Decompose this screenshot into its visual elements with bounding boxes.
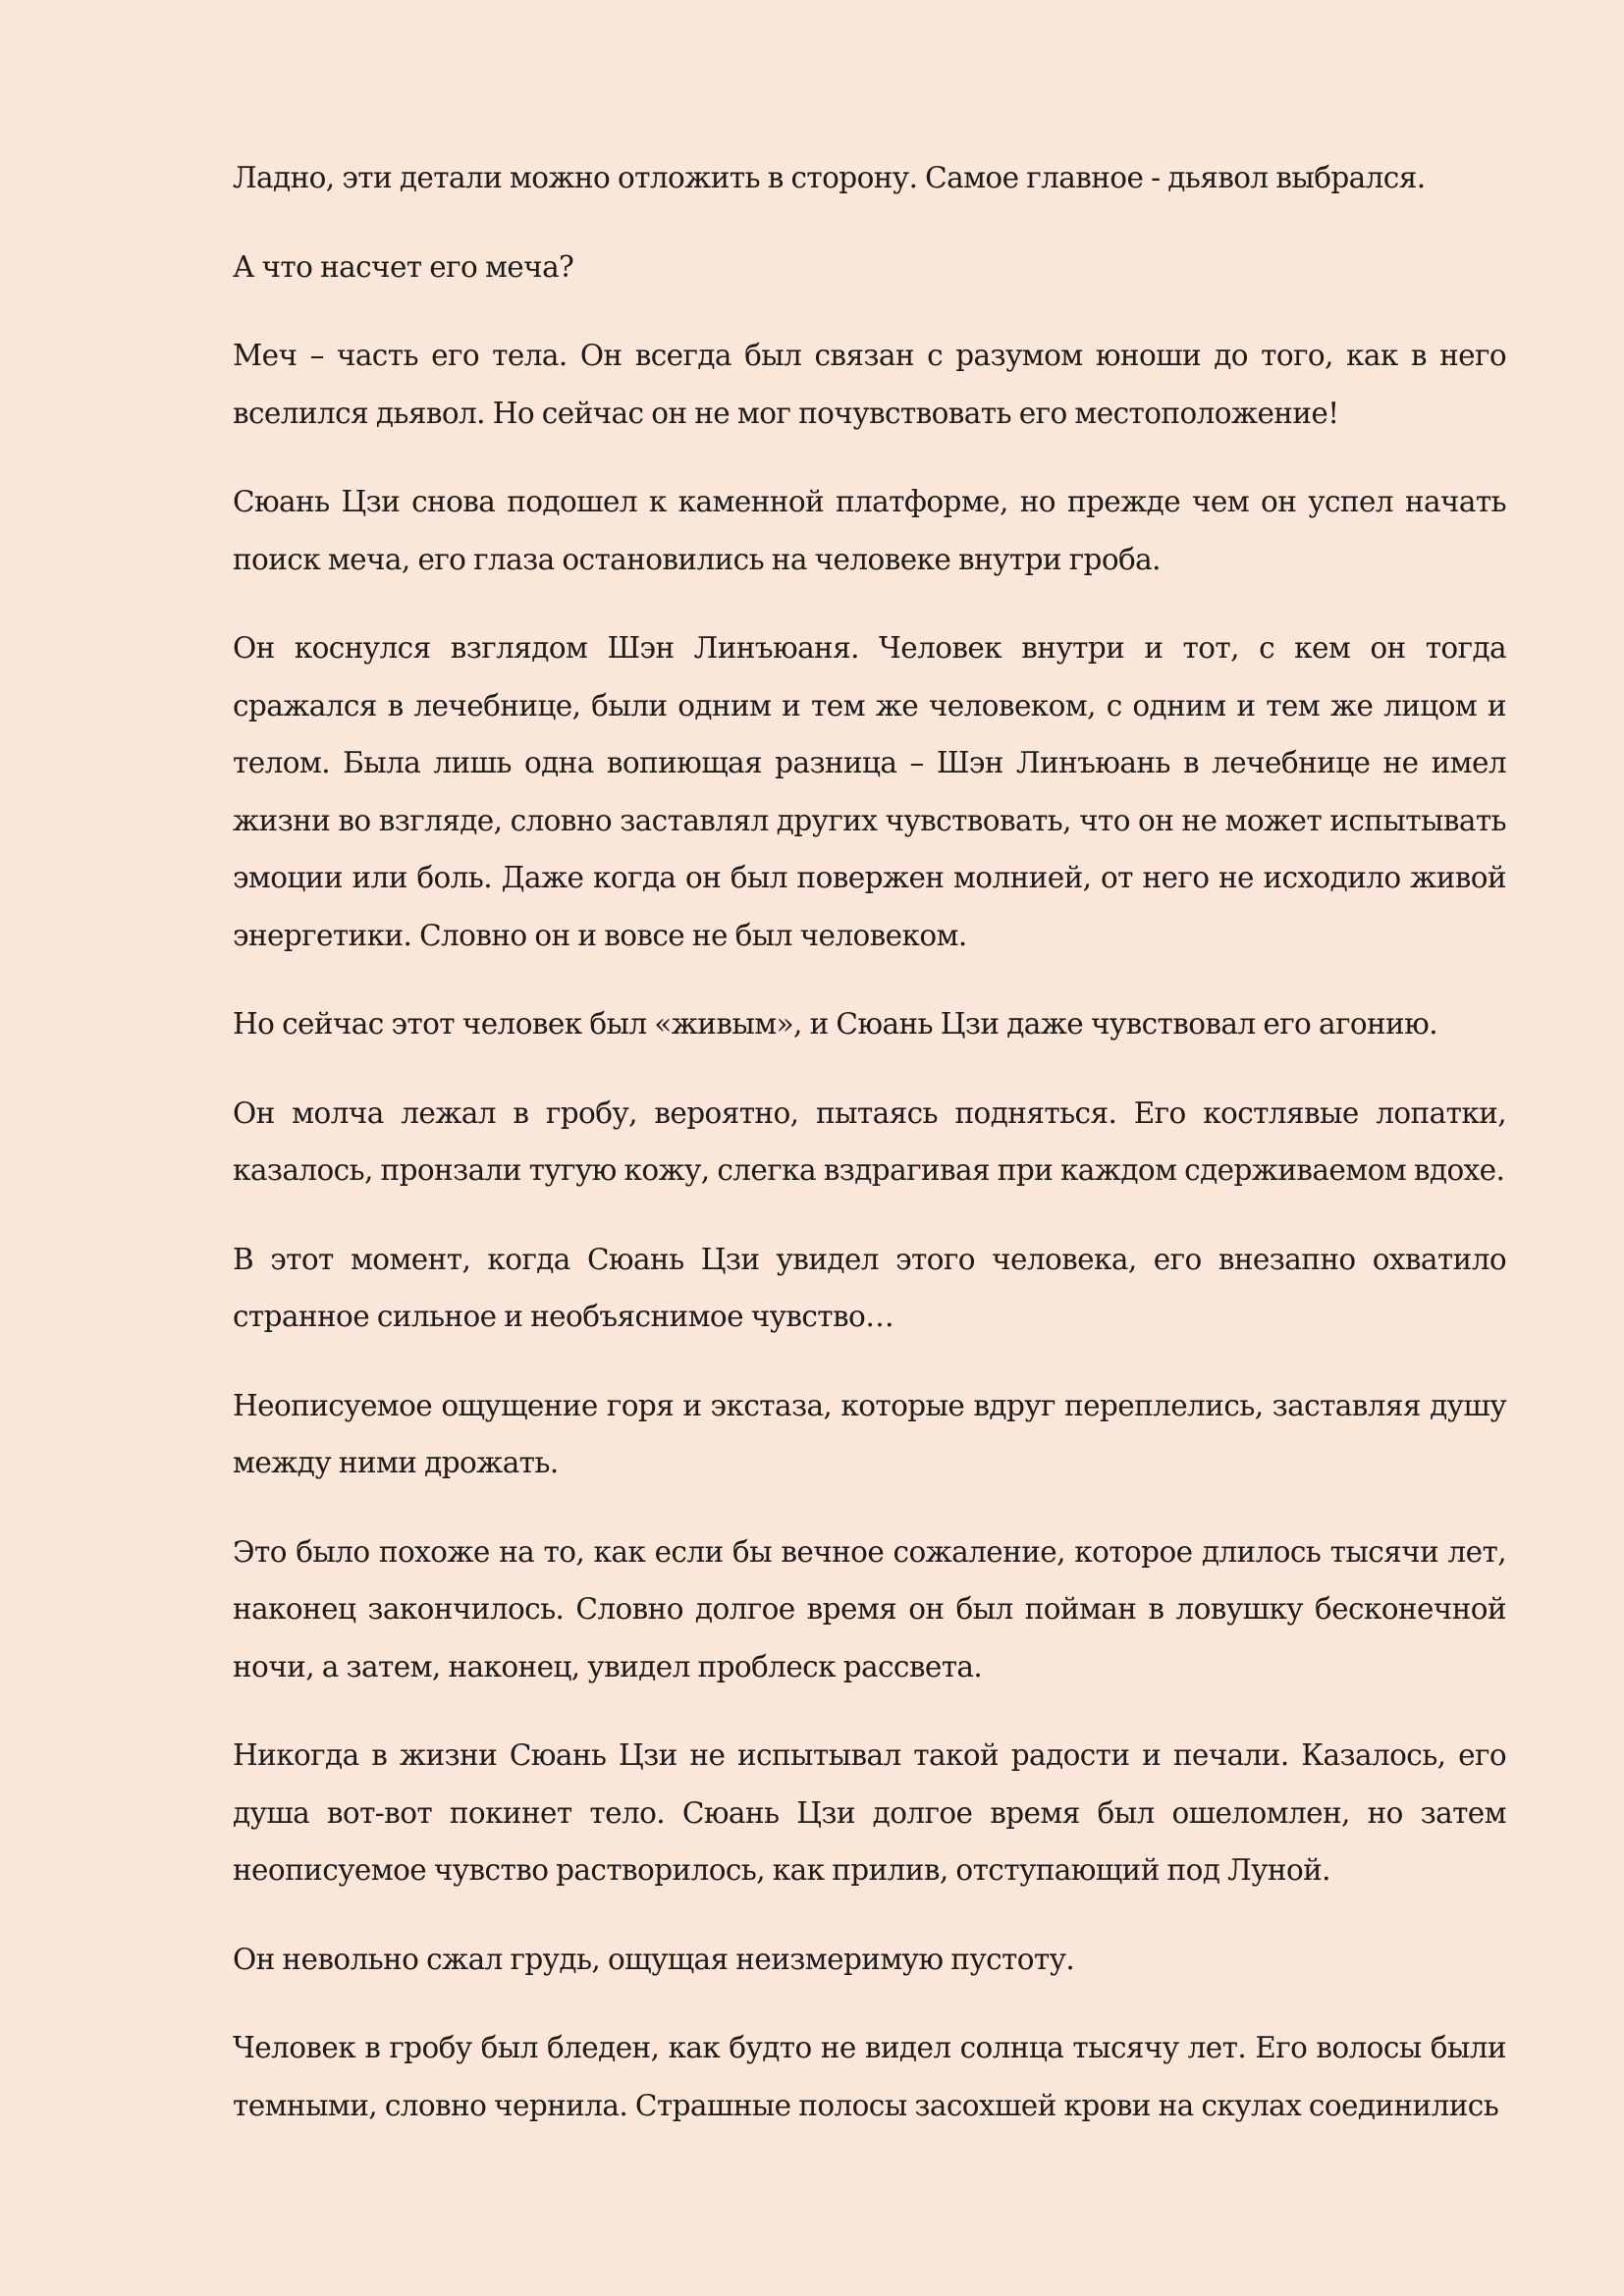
text-body — [233, 149, 1506, 2134]
paragraph: Меч – часть его тела. Он всегда был связан с разумом юноши до того, как в него вселился дьявол. Но сейчас он не мог почувствовать его местоположение! — [233, 339, 1506, 430]
paragraph: Но сейчас этот человек был «живым», и Сюань Цзи даже чувствовал его агонию. — [233, 1007, 1437, 1041]
paragraph: В этот момент, когда Сюань Цзи увидел этого человека, его внезапно охватило странное сильное и необъяснимое чувство… — [233, 1242, 1506, 1333]
paragraph: Он молча лежал в гробу, вероятно, пытаясь подняться. Его костлявые лопатки, казалось, пронзали тугую кожу, слегка вздрагивая при каждом сдерживаемом вдохе. — [233, 1095, 1506, 1187]
paragraph: Это было похоже на то, как если бы вечное сожаление, которое длилось тысячи лет, наконец закончилось. Словно долгое время он был пойман в ловушку бесконечной ночи, а затем, наконец, увидел проблеск рассвета. — [233, 1534, 1506, 1683]
paragraph: Никогда в жизни Сюань Цзи не испытывал такой радости и печали. Казалось, его душа вот-вот покинет тело. Сюань Цзи долгое время был ошеломлен, но затем неописуемое чувство растворилось, как прилив, отступающий под Луной. — [233, 1738, 1506, 1887]
paragraph: Он невольно сжал грудь, ощущая неизмеримую пустоту. — [233, 1942, 1075, 1976]
paragraph: Человек в гробу был бледен, как будто не видел солнца тысячу лет. Его волосы были темными, словно чернила. Страшные полосы засохшей крови на скулах соединились — [233, 2031, 1506, 2122]
paragraph: А что насчет его меча? — [233, 249, 574, 284]
paragraph: Неописуемое ощущение горя и экстаза, которые вдруг переплелись, заставляя душу между ними дрожать. — [233, 1388, 1506, 1479]
paragraph: Он коснулся взглядом Шэн Линъюаня. Человек внутри и тот, с кем он тогда сражался в лечебнице, были одним и тем же человеком, с одним и тем же лицом и телом. Была лишь одна вопиющая разница – Шэн Линъюань в лечебнице не имел жизни во взгляде, словно заставлял других чувствовать, что он не может испытывать эмоции или боль. Даже когда он был повержен молнией, от него не исходило живой энергетики. Словно он и вовсе не был человеком. — [233, 631, 1506, 952]
paragraph: Сюань Цзи снова подошел к каменной платформе, но прежде чем он успел начать поиск меча, его глаза остановились на человеке внутри гроба. — [233, 485, 1506, 576]
paragraph: Ладно, эти детали можно отложить в сторону. Самое главное - дьявол выбрался. — [233, 161, 1426, 194]
